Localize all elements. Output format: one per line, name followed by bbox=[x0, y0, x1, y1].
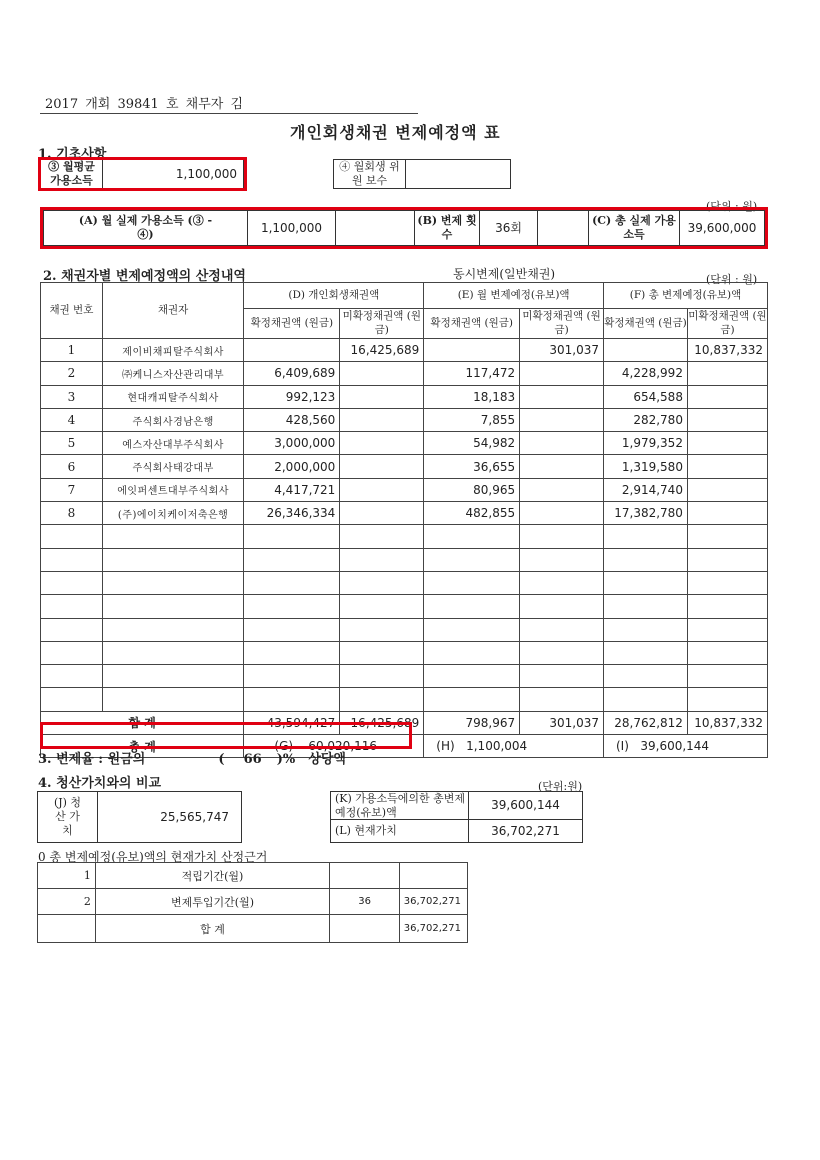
col-e-header: (E) 월 변제예정(유보)액 bbox=[424, 283, 604, 309]
d-unconfirmed: 16,425,689 bbox=[340, 339, 424, 362]
pv-total-label: 합 계 bbox=[95, 915, 329, 943]
trustee-fee-label: ④ 월회생 위원 보수 bbox=[334, 160, 406, 188]
pv-total-value: 36,702,271 bbox=[399, 915, 467, 943]
e-confirmed: 36,655 bbox=[424, 455, 520, 478]
l-value: 36,702,271 bbox=[491, 823, 560, 838]
e-confirmed-header: 확정채권액 (원금) bbox=[424, 309, 520, 339]
c-label: (C) 총 실제 가용소득 bbox=[588, 211, 680, 245]
rate-close: )% bbox=[276, 752, 296, 767]
creditor-name: 에잇퍼센트대부주식회사 bbox=[102, 478, 244, 501]
e-unconfirmed bbox=[520, 385, 604, 408]
i-value: 39,600,144 bbox=[640, 739, 710, 754]
row-no: 3 bbox=[41, 385, 103, 408]
e-confirmed: 7,855 bbox=[424, 408, 520, 431]
trustee-fee-value bbox=[406, 160, 510, 188]
l-label: (L) 현재가치 bbox=[331, 820, 469, 842]
empty-row bbox=[41, 525, 768, 548]
pv-row-months bbox=[330, 863, 400, 889]
pv-row-value: 36,702,271 bbox=[399, 889, 467, 915]
creditor-name: 주식회사경남은행 bbox=[102, 408, 244, 431]
table-row bbox=[38, 863, 468, 889]
table-row bbox=[41, 339, 768, 362]
h-value: 1,100,004 bbox=[466, 739, 528, 754]
empty-row bbox=[41, 665, 768, 688]
section4-title: 4. 청산가치와의 비교 bbox=[38, 776, 162, 791]
empty-row bbox=[41, 595, 768, 618]
f-confirmed: 2,914,740 bbox=[604, 478, 688, 501]
d-confirmed: 992,123 bbox=[244, 385, 340, 408]
g-value: 60,020,116 bbox=[308, 739, 378, 754]
e-unconfirmed: 301,037 bbox=[520, 339, 604, 362]
e-unconfirmed bbox=[520, 455, 604, 478]
case-header: 2017 개회 39841 호 채무자 김 bbox=[45, 97, 244, 112]
empty-row bbox=[41, 641, 768, 664]
f-confirmed-header: 확정채권액 (원금) bbox=[604, 309, 688, 339]
repayment-rate bbox=[38, 748, 346, 767]
creditor-table bbox=[40, 282, 768, 758]
d-unconfirmed bbox=[340, 432, 424, 455]
creditor-name: 주식회사태강대부 bbox=[102, 455, 244, 478]
i-label: (I) bbox=[616, 739, 629, 754]
f-unconfirmed-header: 미확정채권액 (원금) bbox=[687, 309, 767, 339]
present-value-table bbox=[37, 862, 468, 943]
monthly-avg-label: ③ 월평균 가용소득 bbox=[41, 160, 103, 188]
subtotal-d1: 43,594,427 bbox=[244, 711, 340, 734]
e-unconfirmed bbox=[520, 478, 604, 501]
f-unconfirmed bbox=[687, 408, 767, 431]
f-unconfirmed bbox=[687, 432, 767, 455]
f-unconfirmed bbox=[687, 478, 767, 501]
f-confirmed: 17,382,780 bbox=[604, 502, 688, 525]
h-label: (H) bbox=[436, 739, 455, 754]
highlight-monthly-avg bbox=[38, 157, 247, 191]
e-confirmed: 54,982 bbox=[424, 432, 520, 455]
g-label: (G) bbox=[274, 739, 294, 754]
creditor-name: 예스자산대부주식회사 bbox=[102, 432, 244, 455]
pv-row-no: 1 bbox=[38, 863, 96, 889]
f-unconfirmed bbox=[687, 455, 767, 478]
d-unconfirmed bbox=[340, 502, 424, 525]
d-confirmed: 26,346,334 bbox=[244, 502, 340, 525]
d-confirmed: 428,560 bbox=[244, 408, 340, 431]
k-label: (K) 가용소득에의한 총변제예정(유보)액 bbox=[331, 792, 469, 820]
e-unconfirmed bbox=[520, 362, 604, 385]
d-unconfirmed bbox=[340, 362, 424, 385]
monthly-avg-value: 1,100,000 bbox=[175, 166, 237, 181]
rate-label: 3. 변제율 : 원금의 bbox=[38, 752, 146, 767]
table-row bbox=[41, 478, 768, 501]
row-no: 5 bbox=[41, 432, 103, 455]
empty-row bbox=[41, 688, 768, 711]
empty-row bbox=[41, 618, 768, 641]
k-value: 39,600,144 bbox=[469, 792, 582, 820]
d-confirmed: 2,000,000 bbox=[244, 455, 340, 478]
f-confirmed: 4,228,992 bbox=[604, 362, 688, 385]
d-unconfirmed bbox=[340, 478, 424, 501]
repayment-mode: 동시변제(일반채권) bbox=[453, 267, 556, 281]
c-value: 39,600,000 bbox=[687, 220, 757, 235]
pv-row-label: 변제투입기간(월) bbox=[95, 889, 329, 915]
row-no: 8 bbox=[41, 502, 103, 525]
total-row bbox=[38, 915, 468, 943]
subtotal-label: 합 계 bbox=[41, 711, 244, 734]
a-label: (A) 월 실제 가용소득 (③ - ④) bbox=[44, 211, 248, 245]
f-unconfirmed bbox=[687, 502, 767, 525]
table-row bbox=[41, 502, 768, 525]
f-unconfirmed bbox=[687, 385, 767, 408]
e-confirmed: 117,472 bbox=[424, 362, 520, 385]
section1-title: 1. 기초사항 bbox=[38, 147, 107, 162]
subtotal-e2: 301,037 bbox=[520, 711, 604, 734]
table-row bbox=[41, 455, 768, 478]
rate-value: 66 bbox=[243, 752, 262, 767]
e-unconfirmed-header: 미확정채권액 (원금) bbox=[520, 309, 604, 339]
j-value: 25,565,747 bbox=[160, 809, 229, 824]
d-unconfirmed-header: 미확정채권액 (원금) bbox=[340, 309, 424, 339]
d-confirmed: 4,417,721 bbox=[244, 478, 340, 501]
row-no: 2 bbox=[41, 362, 103, 385]
f-unconfirmed: 10,837,332 bbox=[687, 339, 767, 362]
section2-unit: (단위 : 원) bbox=[706, 273, 758, 286]
d-confirmed: 6,409,689 bbox=[244, 362, 340, 385]
row-no: 1 bbox=[41, 339, 103, 362]
col-creditor-header: 채권자 bbox=[102, 283, 244, 339]
empty-row bbox=[41, 571, 768, 594]
pv-row-months: 36 bbox=[330, 889, 400, 915]
creditor-name: 제이비채피탈주식회사 bbox=[102, 339, 244, 362]
table-row bbox=[41, 432, 768, 455]
section5-title: 0 총 변제예정(유보)액의 현재가치 산정근거 bbox=[38, 850, 268, 864]
rate-open: ( bbox=[218, 752, 225, 767]
pv-row-value bbox=[399, 863, 467, 889]
d-unconfirmed bbox=[340, 385, 424, 408]
pv-row-no: 2 bbox=[38, 889, 96, 915]
e-confirmed: 80,965 bbox=[424, 478, 520, 501]
d-confirmed: 3,000,000 bbox=[244, 432, 340, 455]
e-confirmed: 482,855 bbox=[424, 502, 520, 525]
row-no: 7 bbox=[41, 478, 103, 501]
i-cell bbox=[604, 735, 768, 758]
f-confirmed bbox=[604, 339, 688, 362]
table-row bbox=[41, 385, 768, 408]
col-d-header: (D) 개인회생채권액 bbox=[244, 283, 424, 309]
highlight-available-income bbox=[40, 207, 768, 249]
f-confirmed: 654,588 bbox=[604, 385, 688, 408]
e-confirmed: 18,183 bbox=[424, 385, 520, 408]
section1-unit: (단위 : 원) bbox=[706, 200, 758, 213]
total-label: 총 계 bbox=[41, 735, 244, 758]
creditor-name: (주)에이치케이저축은행 bbox=[102, 502, 244, 525]
subtotal-f2: 10,837,332 bbox=[687, 711, 767, 734]
f-unconfirmed bbox=[687, 362, 767, 385]
empty-row bbox=[41, 548, 768, 571]
col-f-header: (F) 총 변제예정(유보)액 bbox=[604, 283, 768, 309]
d-confirmed-header: 확정채권액 (원금) bbox=[244, 309, 340, 339]
liquidation-box bbox=[37, 791, 242, 843]
b-label: (B) 변제 횟수 bbox=[414, 211, 480, 245]
d-unconfirmed bbox=[340, 455, 424, 478]
row-no: 6 bbox=[41, 455, 103, 478]
table-row bbox=[38, 889, 468, 915]
table-row bbox=[41, 362, 768, 385]
d-confirmed bbox=[244, 339, 340, 362]
pv-row-label: 적립기간(월) bbox=[95, 863, 329, 889]
rate-suffix: 상당액 bbox=[308, 752, 346, 767]
document-title: 개인회생채권 변제예정액 표 bbox=[290, 123, 501, 142]
e-unconfirmed bbox=[520, 432, 604, 455]
b-value: 36회 bbox=[480, 211, 538, 245]
f-confirmed: 282,780 bbox=[604, 408, 688, 431]
d-unconfirmed bbox=[340, 408, 424, 431]
subtotal-f1: 28,762,812 bbox=[604, 711, 688, 734]
a-value: 1,100,000 bbox=[248, 211, 336, 245]
trustee-fee-box bbox=[333, 159, 511, 189]
creditor-name: ㈜케니스자산관리대부 bbox=[102, 362, 244, 385]
subtotal-d2: 16,425,689 bbox=[340, 711, 424, 734]
highlight-grand-total bbox=[40, 722, 412, 749]
h-cell bbox=[424, 735, 604, 758]
subtotal-e1: 798,967 bbox=[424, 711, 520, 734]
col-no-header: 채권 번호 bbox=[41, 283, 103, 339]
e-confirmed bbox=[424, 339, 520, 362]
table-row bbox=[41, 408, 768, 431]
comparison-box bbox=[330, 791, 583, 843]
section4-unit: (단위:원) bbox=[538, 780, 583, 793]
j-label: (J) 청산 가치 bbox=[38, 792, 98, 842]
row-no: 4 bbox=[41, 408, 103, 431]
e-unconfirmed bbox=[520, 502, 604, 525]
e-unconfirmed bbox=[520, 408, 604, 431]
header-underline bbox=[40, 113, 418, 114]
section2-title: 2. 채권자별 변제예정액의 산정내역 bbox=[43, 269, 246, 284]
f-confirmed: 1,319,580 bbox=[604, 455, 688, 478]
creditor-name: 현대캐피탈주식회사 bbox=[102, 385, 244, 408]
f-confirmed: 1,979,352 bbox=[604, 432, 688, 455]
